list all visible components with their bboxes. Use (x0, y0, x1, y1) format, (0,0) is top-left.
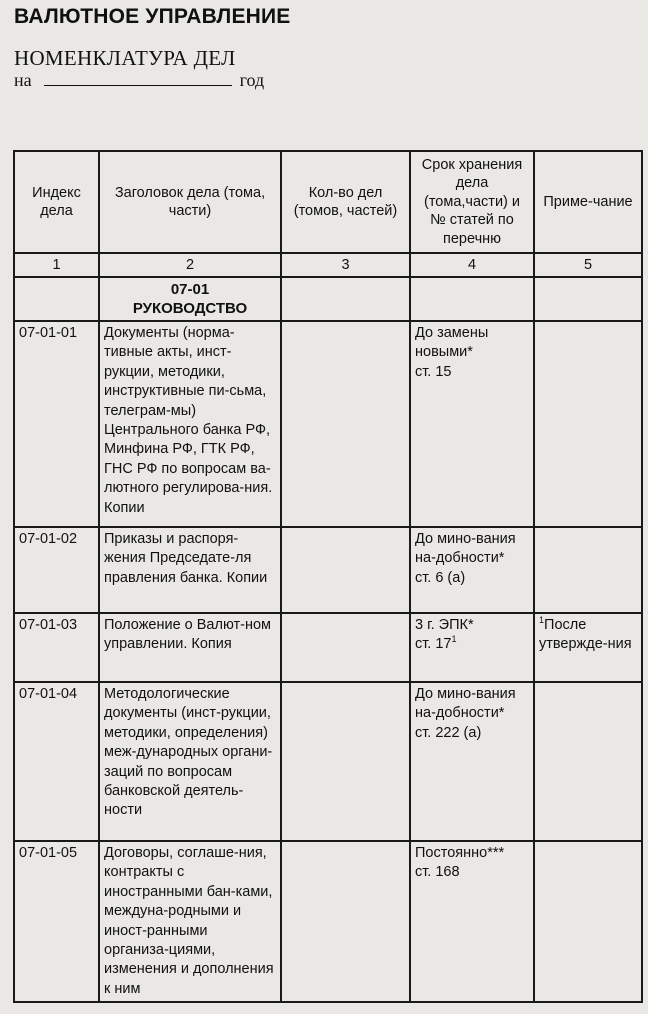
row-term: До мино-вания на-добности* (415, 531, 516, 567)
row-term-cell (410, 527, 534, 613)
row-index: 07-01-01 (14, 321, 99, 527)
column-number: 4 (410, 253, 534, 277)
row-article: ст. 168 (415, 864, 460, 881)
row-article: ст. 17 (415, 636, 452, 653)
row-note (534, 682, 642, 841)
group-term-cell (410, 277, 534, 321)
table-row (14, 613, 642, 682)
header-count: Кол-во дел (томов, частей) (281, 151, 410, 253)
row-note-cell (534, 613, 642, 682)
row-term-cell (410, 613, 534, 682)
header-row (14, 151, 642, 253)
row-count (281, 321, 410, 527)
row-count (281, 613, 410, 682)
column-number: 2 (99, 253, 281, 277)
row-term-cell (410, 321, 534, 527)
row-index: 07-01-05 (14, 841, 99, 1002)
row-note (534, 321, 642, 527)
group-note-cell (534, 277, 642, 321)
column-number-row (14, 253, 642, 277)
column-number: 5 (534, 253, 642, 277)
column-number: 1 (14, 253, 99, 277)
row-title: Приказы и распоря-жения Председате-ля правления банка. Копии (99, 527, 281, 613)
note-footnote-mark: 1 (539, 615, 545, 626)
row-term: До замены новыми* (415, 325, 489, 361)
row-title: Положение о Валют-ном управлении. Копия (99, 613, 281, 682)
column-number: 3 (281, 253, 410, 277)
table-row (14, 321, 642, 527)
group-title-cell (99, 277, 281, 321)
row-count (281, 527, 410, 613)
date-prefix: на (14, 70, 32, 90)
row-note (534, 527, 642, 613)
row-term: Постоянно*** (415, 845, 505, 861)
row-article: ст. 15 (415, 363, 452, 380)
row-note (534, 841, 642, 1002)
row-term-cell (410, 682, 534, 841)
section-title: ВАЛЮТНОЕ УПРАВЛЕНИЕ (14, 5, 291, 28)
group-code: 07-01 (170, 281, 210, 298)
group-index-cell (14, 277, 99, 321)
nomenclature-table (13, 150, 643, 1003)
row-index: 07-01-03 (14, 613, 99, 682)
row-title: Документы (норма-тивные акты, инст-рукции, методики, инструктивные пи-сьма, телеграм-мы) Центрального банка РФ, Минфина РФ, ГТК РФ, ГНС РФ по вопросам ва-лютного регулирова-ния. Копии (99, 321, 281, 527)
header-index: Индекс дела (14, 151, 99, 253)
row-article: ст. 222 (а) (415, 724, 482, 741)
header-title: Заголовок дела (тома, части) (99, 151, 281, 253)
table-row (14, 527, 642, 613)
document-title: НОМЕНКЛАТУРА ДЕЛ (14, 46, 236, 70)
header-note: Приме-чание (534, 151, 642, 253)
date-blank (44, 71, 232, 86)
row-count (281, 682, 410, 841)
date-suffix: год (239, 70, 265, 90)
row-count (281, 841, 410, 1002)
row-article-line (415, 635, 529, 654)
row-term-cell (410, 841, 534, 1002)
group-row (14, 277, 642, 321)
article-footnote-mark: 1 (451, 634, 457, 645)
group-count-cell (281, 277, 410, 321)
row-title: Договоры, соглаше-ния, контракты с иностранными бан-ками, междуна-родными и иност-ранными организа-циями, изменения и дополнения к ним (99, 841, 281, 1002)
row-index: 07-01-04 (14, 682, 99, 841)
row-index: 07-01-02 (14, 527, 99, 613)
group-name: РУКОВОДСТВО (132, 300, 248, 317)
row-term: До мино-вания на-добности* (415, 686, 516, 722)
header-term: Срок хранения дела (тома,части) и № статей по перечню (410, 151, 534, 253)
row-title: Методологические документы (инст-рукции, методики, определения) меж-дународных органи-заций по вопросам банковской деятель-ности (99, 682, 281, 841)
table-row (14, 682, 642, 841)
row-note: После утвержде-ния (539, 617, 632, 653)
table-row (14, 841, 642, 1002)
row-article: ст. 6 (а) (415, 569, 466, 586)
date-line (14, 70, 264, 91)
row-term: 3 г. ЭПК* (415, 617, 474, 633)
